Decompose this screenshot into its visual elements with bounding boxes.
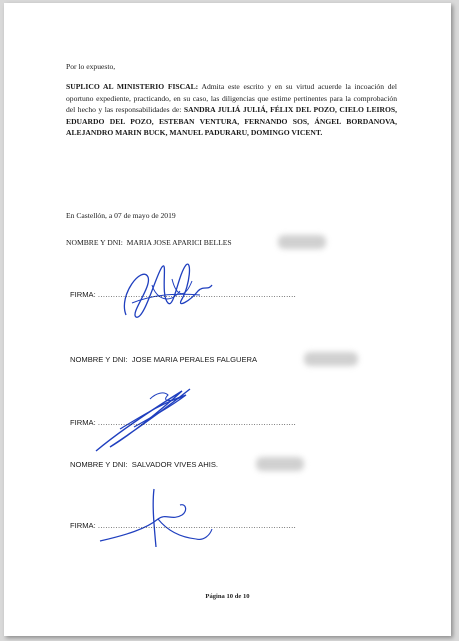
firma-3-line: ............................................................................... — [97, 521, 297, 530]
place-date: En Castellón, a 07 de mayo de 2019 — [66, 211, 176, 220]
redacted-dni-1 — [278, 235, 326, 249]
page-number: Página 10 de 10 — [205, 593, 250, 600]
signatory-1-row — [66, 238, 232, 247]
signatory-1-label: NOMBRE Y DNI: — [66, 238, 123, 247]
petition-lead: SUPLICO AL MINISTERIO FISCAL: — [66, 82, 199, 91]
petition-text: Admita este escrito y en su virtud acuerde la incoación del oportuno expediente, practicando, en su caso, las diligencias que estime pertinentes para la comprobación del hecho y las responsabilidades de: — [66, 82, 397, 115]
firma-2-line: ............................................................................... — [97, 418, 297, 427]
redacted-dni-3 — [256, 457, 304, 471]
petition-paragraph — [66, 81, 397, 139]
firma-1-row — [70, 290, 296, 299]
firma-1-line: ............................................................................... — [97, 290, 297, 299]
firma-3-row — [70, 521, 296, 530]
firma-2-label: FIRMA: — [70, 418, 96, 427]
signatory-2-name: JOSE MARIA PERALES FALGUERA — [131, 355, 258, 364]
signatory-3-name: SALVADOR VIVES AHIS. — [131, 460, 218, 469]
intro-text: Por lo expuesto, — [66, 62, 116, 71]
signatory-1-name: MARIA JOSE APARICI BELLES — [126, 238, 232, 247]
signatory-2-label: NOMBRE Y DNI: — [70, 355, 128, 364]
redacted-dni-2 — [304, 352, 358, 366]
signatory-3-row — [70, 460, 218, 469]
document-page — [4, 3, 451, 636]
petition-names: SANDRA JULIÁ JULIÁ, FÉLIX DEL POZO, CIELO LEIROS, EDUARDO DEL POZO, ESTEBAN VENTURA, FERNANDO SOS, ÁNGEL BORDANOVA, ALEJANDRO MARIN BUCK, MANUEL PADURARU, DOMINGO VICENT. — [66, 105, 397, 138]
signatory-3-label: NOMBRE Y DNI: — [70, 460, 128, 469]
firma-2-row — [70, 418, 296, 427]
signatory-2-row — [70, 355, 257, 364]
firma-3-label: FIRMA: — [70, 521, 96, 530]
firma-1-label: FIRMA: — [70, 290, 96, 299]
signature-3 — [96, 485, 216, 555]
